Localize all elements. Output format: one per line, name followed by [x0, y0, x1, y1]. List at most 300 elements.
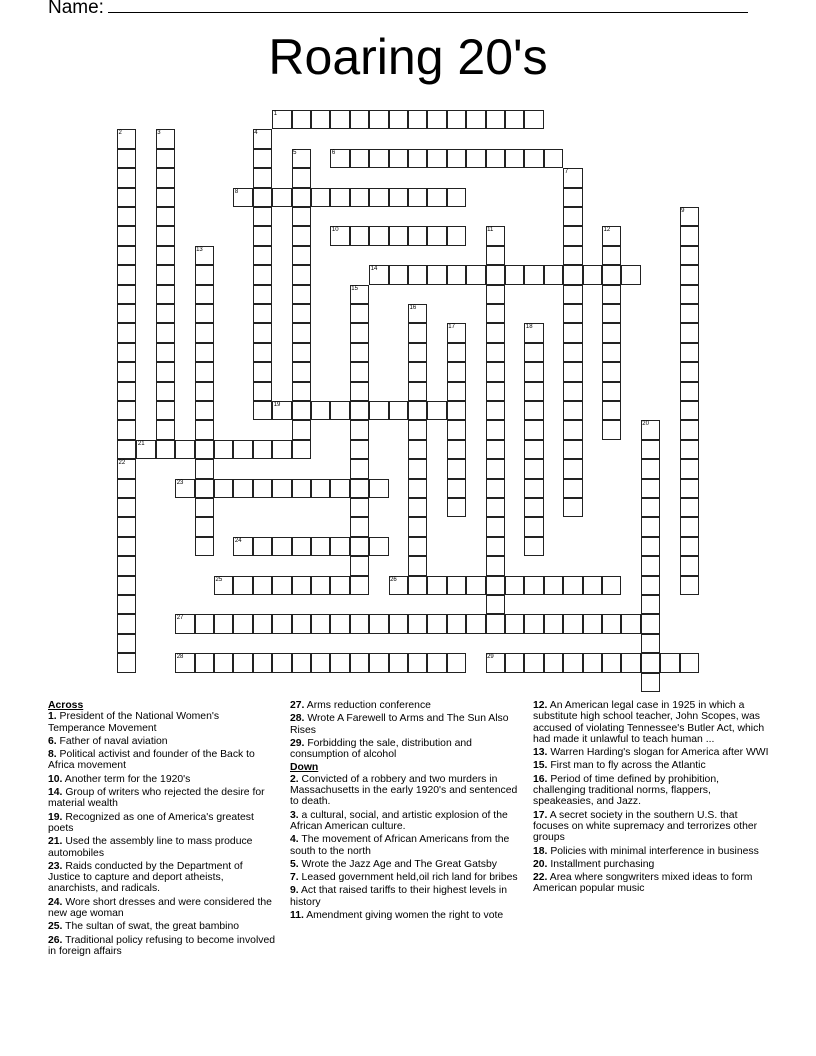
grid-cell[interactable] [408, 440, 427, 459]
grid-cell[interactable] [486, 343, 505, 362]
grid-cell[interactable] [524, 343, 543, 362]
grid-cell[interactable] [408, 265, 427, 284]
grid-cell[interactable] [524, 362, 543, 381]
grid-cell[interactable] [350, 149, 369, 168]
grid-cell[interactable] [447, 362, 466, 381]
grid-cell[interactable] [117, 401, 136, 420]
grid-cell[interactable] [117, 382, 136, 401]
grid-cell[interactable] [369, 479, 388, 498]
grid-cell[interactable] [195, 285, 214, 304]
grid-cell[interactable] [253, 576, 272, 595]
grid-cell[interactable] [117, 634, 136, 653]
grid-cell[interactable] [117, 440, 136, 459]
grid-cell[interactable] [233, 653, 252, 672]
grid-cell[interactable] [563, 614, 582, 633]
grid-cell[interactable] [486, 498, 505, 517]
grid-cell[interactable] [602, 323, 621, 342]
grid-cell[interactable] [486, 246, 505, 265]
grid-cell[interactable] [156, 323, 175, 342]
grid-cell[interactable] [524, 517, 543, 536]
grid-cell[interactable] [563, 246, 582, 265]
grid-cell[interactable] [117, 498, 136, 517]
grid-cell[interactable] [641, 459, 660, 478]
grid-cell[interactable] [641, 517, 660, 536]
grid-cell[interactable] [350, 440, 369, 459]
grid-cell[interactable] [447, 188, 466, 207]
grid-cell[interactable] [195, 304, 214, 323]
grid-cell[interactable] [486, 556, 505, 575]
grid-cell[interactable] [272, 653, 291, 672]
grid-cell[interactable] [447, 110, 466, 129]
grid-cell[interactable] [563, 498, 582, 517]
grid-cell[interactable] [486, 459, 505, 478]
grid-cell[interactable] [253, 285, 272, 304]
grid-cell[interactable] [408, 517, 427, 536]
grid-cell[interactable] [195, 440, 214, 459]
grid-cell[interactable] [272, 576, 291, 595]
grid-cell[interactable] [156, 265, 175, 284]
grid-cell[interactable] [117, 653, 136, 672]
grid-cell[interactable] [544, 653, 563, 672]
grid-cell[interactable] [486, 420, 505, 439]
grid-cell[interactable] [583, 265, 602, 284]
grid-cell[interactable] [292, 285, 311, 304]
grid-cell[interactable] [602, 362, 621, 381]
grid-cell[interactable] [233, 479, 252, 498]
grid-cell[interactable] [408, 420, 427, 439]
grid-cell[interactable] [524, 401, 543, 420]
grid-cell[interactable] [680, 517, 699, 536]
grid-cell[interactable] [214, 479, 233, 498]
grid-cell[interactable] [447, 653, 466, 672]
grid-cell[interactable] [680, 498, 699, 517]
grid-cell[interactable] [641, 479, 660, 498]
grid-cell[interactable] [195, 420, 214, 439]
grid-cell[interactable] [350, 576, 369, 595]
grid-cell[interactable] [680, 459, 699, 478]
grid-cell[interactable] [389, 226, 408, 245]
grid-cell[interactable] [253, 614, 272, 633]
grid-cell[interactable] [117, 323, 136, 342]
grid-cell[interactable] [292, 614, 311, 633]
grid-cell[interactable] [408, 110, 427, 129]
grid-cell[interactable] [486, 537, 505, 556]
grid-cell[interactable] [641, 634, 660, 653]
grid-cell[interactable] [680, 226, 699, 245]
grid-cell[interactable] [427, 265, 446, 284]
grid-cell[interactable] [195, 382, 214, 401]
grid-cell[interactable] [680, 401, 699, 420]
grid-cell[interactable] [602, 246, 621, 265]
grid-cell[interactable] [563, 576, 582, 595]
grid-cell[interactable] [330, 479, 349, 498]
grid-cell[interactable] [292, 226, 311, 245]
grid-cell[interactable] [447, 149, 466, 168]
grid-cell[interactable] [292, 479, 311, 498]
grid-cell[interactable] [408, 226, 427, 245]
grid-cell[interactable] [447, 459, 466, 478]
grid-cell[interactable] [292, 420, 311, 439]
grid-cell[interactable] [486, 576, 505, 595]
grid-cell[interactable] [524, 576, 543, 595]
grid-cell[interactable] [292, 110, 311, 129]
grid-cell[interactable] [253, 653, 272, 672]
grid-cell[interactable] [408, 614, 427, 633]
grid-cell[interactable] [486, 323, 505, 342]
grid-cell[interactable] [253, 401, 272, 420]
grid-cell[interactable] [524, 265, 543, 284]
grid-cell[interactable] [563, 265, 582, 284]
grid-cell[interactable] [602, 343, 621, 362]
grid-cell[interactable] [486, 614, 505, 633]
grid-cell[interactable] [486, 110, 505, 129]
grid-cell[interactable] [680, 323, 699, 342]
grid-cell[interactable] [117, 226, 136, 245]
grid-cell[interactable] [156, 285, 175, 304]
grid-cell[interactable] [680, 362, 699, 381]
grid-cell[interactable] [311, 110, 330, 129]
grid-cell[interactable] [680, 479, 699, 498]
grid-cell[interactable] [253, 226, 272, 245]
grid-cell[interactable] [369, 537, 388, 556]
grid-cell[interactable] [175, 440, 194, 459]
grid-cell[interactable] [427, 614, 446, 633]
grid-cell[interactable] [427, 401, 446, 420]
grid-cell[interactable] [117, 168, 136, 187]
grid-cell[interactable] [447, 440, 466, 459]
grid-cell[interactable] [369, 653, 388, 672]
grid-cell[interactable] [272, 440, 291, 459]
grid-cell[interactable] [253, 362, 272, 381]
grid-cell[interactable] [408, 382, 427, 401]
grid-cell[interactable] [486, 362, 505, 381]
grid-cell[interactable] [641, 556, 660, 575]
grid-cell[interactable] [563, 459, 582, 478]
grid-cell[interactable] [524, 614, 543, 633]
grid-cell[interactable] [156, 246, 175, 265]
grid-cell[interactable] [292, 576, 311, 595]
grid-cell[interactable] [369, 614, 388, 633]
grid-cell[interactable] [311, 479, 330, 498]
grid-cell[interactable] [350, 323, 369, 342]
grid-cell[interactable] [641, 440, 660, 459]
grid-cell[interactable] [330, 110, 349, 129]
grid-cell[interactable] [292, 537, 311, 556]
grid-cell[interactable] [195, 614, 214, 633]
grid-cell[interactable] [544, 149, 563, 168]
grid-cell[interactable] [563, 304, 582, 323]
grid-cell[interactable] [195, 537, 214, 556]
grid-cell[interactable] [350, 498, 369, 517]
grid-cell[interactable] [563, 653, 582, 672]
grid-cell[interactable] [660, 653, 679, 672]
grid-cell[interactable] [524, 149, 543, 168]
grid-cell[interactable] [641, 537, 660, 556]
grid-cell[interactable] [389, 614, 408, 633]
grid-cell[interactable] [447, 576, 466, 595]
grid-cell[interactable] [447, 382, 466, 401]
grid-cell[interactable] [195, 265, 214, 284]
grid-cell[interactable] [466, 110, 485, 129]
grid-cell[interactable] [253, 246, 272, 265]
grid-cell[interactable] [505, 614, 524, 633]
grid-cell[interactable] [350, 343, 369, 362]
grid-cell[interactable] [680, 653, 699, 672]
grid-cell[interactable] [563, 440, 582, 459]
grid-cell[interactable] [427, 576, 446, 595]
grid-cell[interactable] [505, 110, 524, 129]
grid-cell[interactable] [486, 440, 505, 459]
grid-cell[interactable] [583, 653, 602, 672]
grid-cell[interactable] [563, 420, 582, 439]
grid-cell[interactable] [156, 440, 175, 459]
grid-cell[interactable] [292, 323, 311, 342]
grid-cell[interactable] [253, 304, 272, 323]
grid-cell[interactable] [350, 420, 369, 439]
grid-cell[interactable] [427, 110, 446, 129]
grid-cell[interactable] [641, 576, 660, 595]
grid-cell[interactable] [253, 207, 272, 226]
grid-cell[interactable] [621, 653, 640, 672]
grid-cell[interactable] [350, 556, 369, 575]
grid-cell[interactable] [563, 207, 582, 226]
grid-cell[interactable] [524, 537, 543, 556]
grid-cell[interactable] [292, 401, 311, 420]
grid-cell[interactable] [292, 168, 311, 187]
grid-cell[interactable] [311, 401, 330, 420]
grid-cell[interactable] [350, 188, 369, 207]
grid-cell[interactable] [350, 459, 369, 478]
grid-cell[interactable] [680, 246, 699, 265]
grid-cell[interactable] [350, 401, 369, 420]
grid-cell[interactable] [524, 382, 543, 401]
grid-cell[interactable] [680, 440, 699, 459]
grid-cell[interactable] [524, 440, 543, 459]
grid-cell[interactable] [156, 420, 175, 439]
grid-cell[interactable] [563, 362, 582, 381]
grid-cell[interactable] [524, 479, 543, 498]
grid-cell[interactable] [233, 576, 252, 595]
grid-cell[interactable] [195, 498, 214, 517]
grid-cell[interactable] [680, 265, 699, 284]
grid-cell[interactable] [486, 595, 505, 614]
grid-cell[interactable] [330, 614, 349, 633]
grid-cell[interactable] [583, 614, 602, 633]
grid-cell[interactable] [427, 149, 446, 168]
grid-cell[interactable] [117, 537, 136, 556]
grid-cell[interactable] [680, 576, 699, 595]
grid-cell[interactable] [292, 362, 311, 381]
grid-cell[interactable] [214, 653, 233, 672]
grid-cell[interactable] [602, 265, 621, 284]
grid-cell[interactable] [447, 401, 466, 420]
grid-cell[interactable] [350, 304, 369, 323]
grid-cell[interactable] [680, 382, 699, 401]
grid-cell[interactable] [563, 188, 582, 207]
grid-cell[interactable] [408, 362, 427, 381]
grid-cell[interactable] [505, 149, 524, 168]
grid-cell[interactable] [117, 362, 136, 381]
grid-cell[interactable] [156, 382, 175, 401]
grid-cell[interactable] [641, 673, 660, 692]
grid-cell[interactable] [156, 362, 175, 381]
grid-cell[interactable] [408, 401, 427, 420]
grid-cell[interactable] [253, 323, 272, 342]
grid-cell[interactable] [389, 265, 408, 284]
grid-cell[interactable] [272, 188, 291, 207]
grid-cell[interactable] [486, 517, 505, 536]
grid-cell[interactable] [524, 459, 543, 478]
grid-cell[interactable] [408, 188, 427, 207]
grid-cell[interactable] [350, 226, 369, 245]
grid-cell[interactable] [156, 149, 175, 168]
grid-cell[interactable] [292, 382, 311, 401]
grid-cell[interactable] [292, 265, 311, 284]
grid-cell[interactable] [369, 110, 388, 129]
grid-cell[interactable] [505, 265, 524, 284]
grid-cell[interactable] [253, 265, 272, 284]
grid-cell[interactable] [563, 226, 582, 245]
grid-cell[interactable] [641, 595, 660, 614]
grid-cell[interactable] [505, 653, 524, 672]
grid-cell[interactable] [311, 653, 330, 672]
grid-cell[interactable] [117, 265, 136, 284]
grid-cell[interactable] [680, 537, 699, 556]
grid-cell[interactable] [156, 168, 175, 187]
grid-cell[interactable] [680, 343, 699, 362]
grid-cell[interactable] [311, 188, 330, 207]
grid-cell[interactable] [156, 207, 175, 226]
grid-cell[interactable] [253, 382, 272, 401]
grid-cell[interactable] [680, 556, 699, 575]
grid-cell[interactable] [408, 498, 427, 517]
grid-cell[interactable] [447, 226, 466, 245]
grid-cell[interactable] [524, 498, 543, 517]
grid-cell[interactable] [524, 110, 543, 129]
grid-cell[interactable] [563, 382, 582, 401]
grid-cell[interactable] [389, 653, 408, 672]
grid-cell[interactable] [350, 653, 369, 672]
grid-cell[interactable] [214, 614, 233, 633]
grid-cell[interactable] [680, 304, 699, 323]
grid-cell[interactable] [602, 420, 621, 439]
grid-cell[interactable] [117, 595, 136, 614]
grid-cell[interactable] [583, 576, 602, 595]
grid-cell[interactable] [253, 440, 272, 459]
grid-cell[interactable] [602, 304, 621, 323]
grid-cell[interactable] [253, 149, 272, 168]
grid-cell[interactable] [408, 149, 427, 168]
grid-cell[interactable] [350, 382, 369, 401]
grid-cell[interactable] [486, 304, 505, 323]
grid-cell[interactable] [486, 401, 505, 420]
grid-cell[interactable] [544, 614, 563, 633]
grid-cell[interactable] [350, 517, 369, 536]
grid-cell[interactable] [350, 614, 369, 633]
grid-cell[interactable] [563, 343, 582, 362]
grid-cell[interactable] [486, 382, 505, 401]
grid-cell[interactable] [524, 420, 543, 439]
grid-cell[interactable] [427, 226, 446, 245]
grid-cell[interactable] [408, 343, 427, 362]
grid-cell[interactable] [253, 479, 272, 498]
grid-cell[interactable] [563, 323, 582, 342]
grid-cell[interactable] [641, 498, 660, 517]
grid-cell[interactable] [330, 188, 349, 207]
grid-cell[interactable] [369, 149, 388, 168]
grid-cell[interactable] [486, 285, 505, 304]
grid-cell[interactable] [330, 401, 349, 420]
grid-cell[interactable] [253, 168, 272, 187]
grid-cell[interactable] [117, 343, 136, 362]
grid-cell[interactable] [389, 110, 408, 129]
grid-cell[interactable] [117, 420, 136, 439]
grid-cell[interactable] [272, 614, 291, 633]
grid-cell[interactable] [563, 479, 582, 498]
grid-cell[interactable] [272, 479, 291, 498]
grid-cell[interactable] [447, 479, 466, 498]
grid-cell[interactable] [680, 420, 699, 439]
grid-cell[interactable] [369, 226, 388, 245]
grid-cell[interactable] [563, 401, 582, 420]
grid-cell[interactable] [330, 576, 349, 595]
grid-cell[interactable] [486, 149, 505, 168]
grid-cell[interactable] [427, 653, 446, 672]
grid-cell[interactable] [311, 537, 330, 556]
grid-cell[interactable] [292, 653, 311, 672]
grid-cell[interactable] [408, 479, 427, 498]
grid-cell[interactable] [447, 343, 466, 362]
grid-cell[interactable] [447, 420, 466, 439]
grid-cell[interactable] [117, 576, 136, 595]
grid-cell[interactable] [602, 653, 621, 672]
grid-cell[interactable] [602, 382, 621, 401]
grid-cell[interactable] [311, 614, 330, 633]
grid-cell[interactable] [350, 362, 369, 381]
grid-cell[interactable] [117, 285, 136, 304]
grid-cell[interactable] [156, 226, 175, 245]
grid-cell[interactable] [195, 343, 214, 362]
grid-cell[interactable] [602, 614, 621, 633]
grid-cell[interactable] [505, 576, 524, 595]
grid-cell[interactable] [602, 285, 621, 304]
grid-cell[interactable] [195, 479, 214, 498]
grid-cell[interactable] [292, 440, 311, 459]
grid-cell[interactable] [117, 517, 136, 536]
grid-cell[interactable] [641, 614, 660, 633]
grid-cell[interactable] [486, 479, 505, 498]
grid-cell[interactable] [292, 207, 311, 226]
grid-cell[interactable] [350, 479, 369, 498]
grid-cell[interactable] [350, 537, 369, 556]
grid-cell[interactable] [195, 362, 214, 381]
grid-cell[interactable] [408, 323, 427, 342]
grid-cell[interactable] [369, 401, 388, 420]
grid-cell[interactable] [156, 343, 175, 362]
grid-cell[interactable] [350, 110, 369, 129]
grid-cell[interactable] [214, 440, 233, 459]
grid-cell[interactable] [621, 265, 640, 284]
grid-cell[interactable] [466, 614, 485, 633]
grid-cell[interactable] [117, 304, 136, 323]
grid-cell[interactable] [156, 304, 175, 323]
grid-cell[interactable] [408, 576, 427, 595]
grid-cell[interactable] [117, 556, 136, 575]
grid-cell[interactable] [602, 576, 621, 595]
grid-cell[interactable] [427, 188, 446, 207]
grid-cell[interactable] [233, 614, 252, 633]
grid-cell[interactable] [408, 653, 427, 672]
